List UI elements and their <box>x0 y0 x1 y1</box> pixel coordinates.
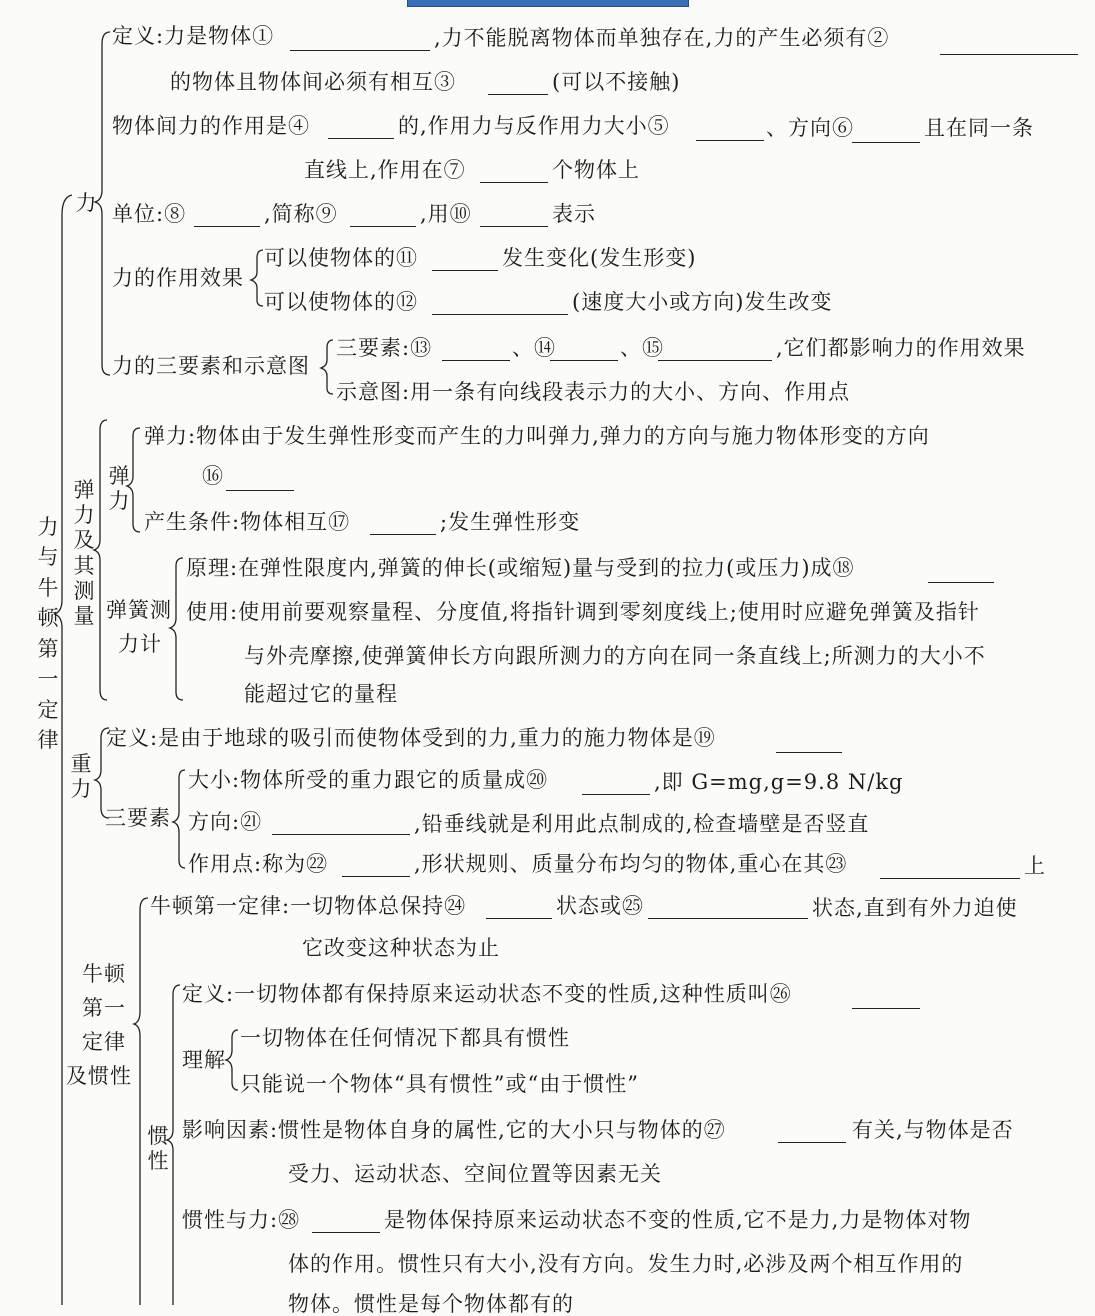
line-18a: 大小:物体所受的重力跟它的质量成⑳ <box>188 768 549 792</box>
line-3c: 、方向⑥ <box>766 116 854 140</box>
line-25: 只能说一个物体“具有惯性”或“由于惯性” <box>240 1072 639 1096</box>
line-20b: ,形状规则、质量分布均匀的物体,重心在其㉓ <box>414 852 848 876</box>
line-12a: 产生条件:物体相互⑰ <box>144 510 351 534</box>
line-11: ⑯ <box>202 464 224 488</box>
line-12b: ;发生弹性形变 <box>440 510 581 534</box>
line-3d: 且在同一条 <box>924 116 1034 140</box>
line-8b: 、⑭ <box>512 336 556 360</box>
blank-25[interactable] <box>648 918 808 919</box>
line-23a: 定义:一切物体都有保持原来运动状态不变的性质,这种性质叫㉖ <box>182 982 792 1006</box>
elastic-label: 弹力及其测量 <box>73 478 95 628</box>
line-15: 与外壳摩擦,使弹簧伸长方向跟所测力的方向在同一条直线上;所测力的大小不 <box>244 644 986 668</box>
blank-5[interactable] <box>696 140 764 141</box>
line-8a: 三要素:⑬ <box>336 336 433 360</box>
spring-scale-label-2: 力计 <box>118 632 162 656</box>
line-4b: 个物体上 <box>552 158 640 182</box>
line-26a: 影响因素:惯性是物体自身的属性,它的大小只与物体的㉗ <box>182 1118 726 1142</box>
line-29: 体的作用。惯性只有大小,没有方向。发生力时,必涉及两个相互作用的 <box>288 1252 964 1276</box>
force-label: 力 <box>75 191 97 215</box>
blank-28[interactable] <box>312 1232 380 1233</box>
line-13a: 原理:在弹性限度内,弹簧的伸长(或缩短)量与受到的拉力(或压力)成⑱ <box>186 556 855 580</box>
gravity-label: 重力 <box>70 752 92 802</box>
line-26b: 有关,与物体是否 <box>852 1118 1014 1142</box>
blank-26[interactable] <box>852 1008 920 1009</box>
newton-label-4: 及惯性 <box>66 1064 132 1088</box>
blank-1[interactable] <box>290 50 430 51</box>
blank-11[interactable] <box>432 270 498 271</box>
line-19b: ,铅垂线就是利用此点制成的,检查墙壁是否竖直 <box>414 812 870 836</box>
line-21a: 牛顿第一定律:一切物体总保持㉔ <box>150 894 467 918</box>
line-21c: 状态,直到有外力迫使 <box>812 896 1018 920</box>
blank-6[interactable] <box>852 142 920 143</box>
blank-12[interactable] <box>432 314 568 315</box>
line-9: 示意图:用一条有向线段表示力的大小、方向、作用点 <box>336 380 851 404</box>
blank-17[interactable] <box>370 534 436 535</box>
line-27: 受力、运动状态、空间位置等因素无关 <box>288 1162 662 1186</box>
line-7b: (速度大小或方向)发生改变 <box>572 290 833 314</box>
line-19a: 方向:㉑ <box>188 810 263 834</box>
line-28b: 是物体保持原来运动状态不变的性质,它不是力,力是物体对物 <box>384 1208 972 1232</box>
line-20c: 上 <box>1024 854 1046 878</box>
line-16: 能超过它的量程 <box>244 682 398 706</box>
line-14: 使用:使用前要观察量程、分度值,将指针调到零刻度线上;使用时应避免弹簧及指针 <box>186 600 980 624</box>
newton-label-2: 第一 <box>82 996 126 1020</box>
blank-27[interactable] <box>778 1142 846 1143</box>
three-label: 力的三要素和示意图 <box>112 354 310 378</box>
blank-13[interactable] <box>442 360 510 361</box>
line-5c: ,用⑩ <box>420 202 472 226</box>
line-5a: 单位:⑧ <box>112 202 187 226</box>
blank-4[interactable] <box>328 138 394 139</box>
inertia-label: 惯性 <box>147 1124 169 1174</box>
line-8c: 、⑮ <box>620 336 664 360</box>
line-18b: ,即 G=mg,g=9.8 N/kg <box>654 770 904 794</box>
blank-14[interactable] <box>550 360 618 361</box>
line-1a: 定义:力是物体① <box>112 24 275 48</box>
blank-21[interactable] <box>272 834 410 835</box>
blank-23[interactable] <box>880 878 1020 879</box>
blank-7[interactable] <box>480 182 548 183</box>
gravity-three-label: 三要素 <box>105 806 171 830</box>
line-1b: ,力不能脱离物体而单独存在,力的产生必须有② <box>434 26 890 50</box>
line-24: 一切物体在任何情况下都具有惯性 <box>240 1026 570 1050</box>
line-17a: 定义:是由于地球的吸引而使物体受到的力,重力的施力物体是⑲ <box>106 726 716 750</box>
line-5b: ,简称⑨ <box>264 202 338 226</box>
line-7a: 可以使物体的⑫ <box>264 290 418 314</box>
newton-label-1: 牛顿 <box>82 962 126 986</box>
root-label: 力与牛顿第一定律 <box>37 515 59 753</box>
line-10: 弹力:物体由于发生弹性形变而产生的力叫弹力,弹力的方向与施力物体形变的方向 <box>144 424 930 448</box>
blank-3[interactable] <box>488 94 548 95</box>
blank-20[interactable] <box>582 794 650 795</box>
newton-label-3: 定律 <box>82 1030 126 1054</box>
blank-19[interactable] <box>776 752 842 753</box>
line-6a: 可以使物体的⑪ <box>264 246 418 270</box>
blank-2[interactable] <box>940 54 1078 55</box>
effect-label: 力的作用效果 <box>112 266 244 290</box>
blank-9[interactable] <box>350 226 416 227</box>
spring-scale-label-1: 弹簧测 <box>106 598 172 622</box>
blank-24[interactable] <box>486 918 552 919</box>
line-3b: 的,作用力与反作用力大小⑤ <box>398 114 670 138</box>
understand-label: 理解 <box>182 1048 226 1072</box>
line-8d: ,它们都影响力的作用效果 <box>776 336 1026 360</box>
line-6b: 发生变化(发生形变) <box>502 246 697 270</box>
blank-15[interactable] <box>658 360 772 361</box>
blank-18[interactable] <box>928 582 994 583</box>
line-3a: 物体间力的作用是④ <box>112 114 310 138</box>
line-2b: (可以不接触) <box>552 70 681 94</box>
blank-16[interactable] <box>226 490 294 491</box>
line-2a: 的物体且物体间必须有相互③ <box>170 70 456 94</box>
blank-22[interactable] <box>342 876 410 877</box>
line-30: 物体。惯性是每个物体都有的 <box>288 1292 574 1316</box>
elastic-force-label: 弹力 <box>108 464 130 514</box>
line-20a: 作用点:称为㉒ <box>188 852 329 876</box>
line-22: 它改变这种状态为止 <box>302 936 500 960</box>
blank-8[interactable] <box>194 226 260 227</box>
line-28a: 惯性与力:㉘ <box>182 1208 301 1232</box>
line-21b: 状态或㉕ <box>556 894 644 918</box>
line-4a: 直线上,作用在⑦ <box>304 158 466 182</box>
line-5d: 表示 <box>552 202 596 226</box>
blank-10[interactable] <box>480 226 548 227</box>
